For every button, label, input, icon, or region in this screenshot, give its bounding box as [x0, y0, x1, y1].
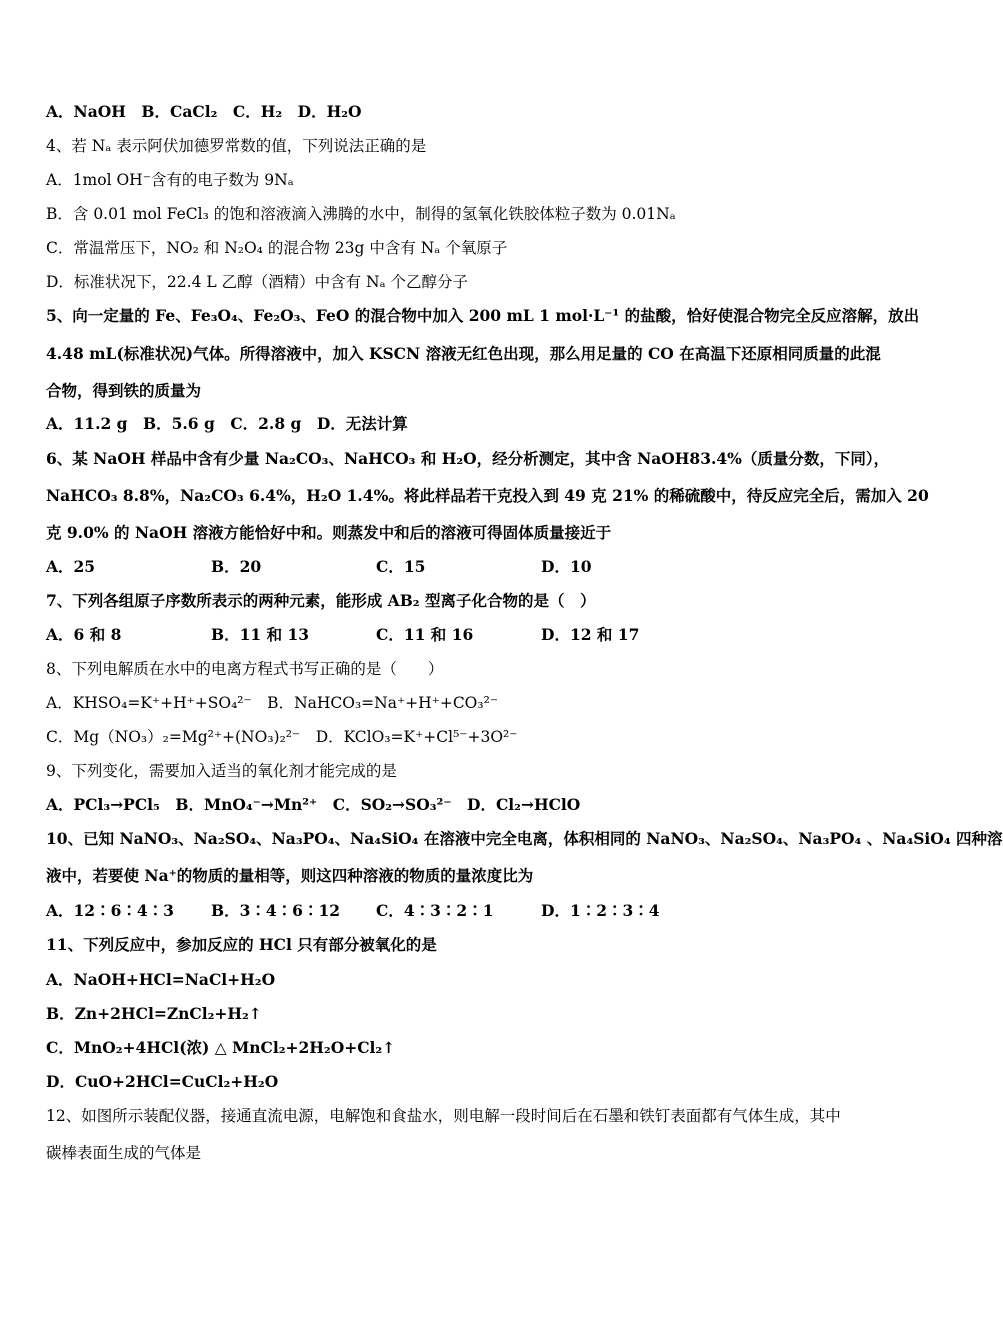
q4-option-c: C．常温常压下，NO₂ 和 N₂O₄ 的混合物 23g 中含有 Nₐ 个氧原子	[46, 239, 508, 257]
q12-stem-line2: 碳棒表面生成的气体是	[46, 1144, 202, 1162]
q6-stem-line1: 6、某 NaOH 样品中含有少量 Na₂CO₃、NaHCO₃ 和 H₂O，经分析测定，其中含 NaOH83.4%（质量分数，下同），	[46, 449, 890, 468]
q10-option-a: A．12∶6∶4∶3	[46, 901, 174, 920]
q10-option-c: C．4∶3∶2∶1	[376, 901, 494, 920]
q11-stem: 11、下列反应中，参加反应的 HCl 只有部分被氧化的是	[46, 935, 437, 954]
q4-option-d: D．标准状况下，22.4 L 乙醇（酒精）中含有 Nₐ 个乙醇分子	[46, 273, 468, 291]
q6-option-d: D．10	[541, 557, 592, 576]
q8-options-cd: C．Mg（NO₃）₂=Mg²⁺+(NO₃)₂²⁻ D．KClO₃=K⁺+Cl⁵⁻+3O²⁻	[46, 728, 518, 746]
q4-stem: 4、若 Nₐ 表示阿伏加德罗常数的值，下列说法正确的是	[46, 137, 427, 155]
q4-option-b: B．含 0.01 mol FeCl₃ 的饱和溶液滴入沸腾的水中，制得的氢氧化铁胶体粒子数为 0.01Nₐ	[46, 205, 676, 223]
q9-options: A．PCl₃→PCl₅ B．MnO₄⁻→Mn²⁺ C．SO₂→SO₃²⁻ D．Cl₂→HClO	[46, 795, 581, 814]
q5-options: A．11.2 g B．5.6 g C．2.8 g D．无法计算	[46, 414, 408, 433]
q6-options	[46, 557, 906, 577]
q6-stem-line3: 克 9.0% 的 NaOH 溶液方能恰好中和。则蒸发中和后的溶液可得固体质量接近于	[46, 523, 612, 542]
q3-options: A．NaOH B．CaCl₂ C．H₂ D．H₂O	[46, 102, 362, 121]
q7-option-d: D．12 和 17	[541, 625, 640, 644]
q8-options-ab: A．KHSO₄=K⁺+H⁺+SO₄²⁻ B．NaHCO₃=Na⁺+H⁺+CO₃²⁻	[46, 694, 498, 712]
q7-option-b: B．11 和 13	[211, 625, 310, 644]
q5-stem-line1: 5、向一定量的 Fe、Fe₃O₄、Fe₂O₃、FeO 的混合物中加入 200 mL 1 mol·L⁻¹ 的盐酸，恰好使混合物完全反应溶解，放出	[46, 306, 920, 325]
q11-option-b: B．Zn+2HCl=ZnCl₂+H₂↑	[46, 1004, 262, 1023]
q9-stem: 9、下列变化，需要加入适当的氧化剂才能完成的是	[46, 762, 397, 780]
q6-stem-line2: NaHCO₃ 8.8%，Na₂CO₃ 6.4%，H₂O 1.4%。将此样品若干克投入到 49 克 21% 的稀硫酸中，待反应完全后，需加入 20	[46, 486, 929, 505]
q11-option-d: D．CuO+2HCl=CuCl₂+H₂O	[46, 1072, 279, 1091]
q5-stem-line3: 合物，得到铁的质量为	[46, 381, 202, 400]
q6-option-b: B．20	[211, 557, 262, 576]
q11-option-a: A．NaOH+HCl=NaCl+H₂O	[46, 970, 276, 989]
q5-stem-line2: 4.48 mL(标准状况)气体。所得溶液中，加入 KSCN 溶液无红色出现，那么用足量的 CO 在高温下还原相同质量的此混	[46, 344, 881, 363]
q7-stem: 7、下列各组原子序数所表示的两种元素，能形成 AB₂ 型离子化合物的是（ ）	[46, 591, 596, 610]
q10-options	[46, 901, 906, 921]
q10-option-b: B．3∶4∶6∶12	[211, 901, 341, 920]
q10-stem-line1: 10、已知 NaNO₃、Na₂SO₄、Na₃PO₄、Na₄SiO₄ 在溶液中完全电离，体积相同的 NaNO₃、Na₂SO₄、Na₃PO₄ 、Na₄SiO₄ 四种溶	[46, 829, 1003, 848]
q7-option-a: A．6 和 8	[46, 625, 122, 644]
q6-option-a: A．25	[46, 557, 96, 576]
q10-option-d: D．1∶2∶3∶4	[541, 901, 660, 920]
q6-option-c: C．15	[376, 557, 426, 576]
q12-stem-line1: 12、如图所示装配仪器，接通直流电源，电解饱和食盐水，则电解一段时间后在石墨和铁钉表面都有气体生成，其中	[46, 1107, 841, 1125]
q10-stem-line2: 液中，若要使 Na⁺的物质的量相等，则这四种溶液的物质的量浓度比为	[46, 866, 534, 885]
q7-options	[46, 625, 906, 645]
q4-option-a: A．1mol OH⁻含有的电子数为 9Nₐ	[46, 171, 294, 189]
q11-option-c: C．MnO₂+4HCl(浓) △ MnCl₂+2H₂O+Cl₂↑	[46, 1038, 396, 1057]
q7-option-c: C．11 和 16	[376, 625, 474, 644]
q8-stem: 8、下列电解质在水中的电离方程式书写正确的是（ ）	[46, 660, 444, 678]
